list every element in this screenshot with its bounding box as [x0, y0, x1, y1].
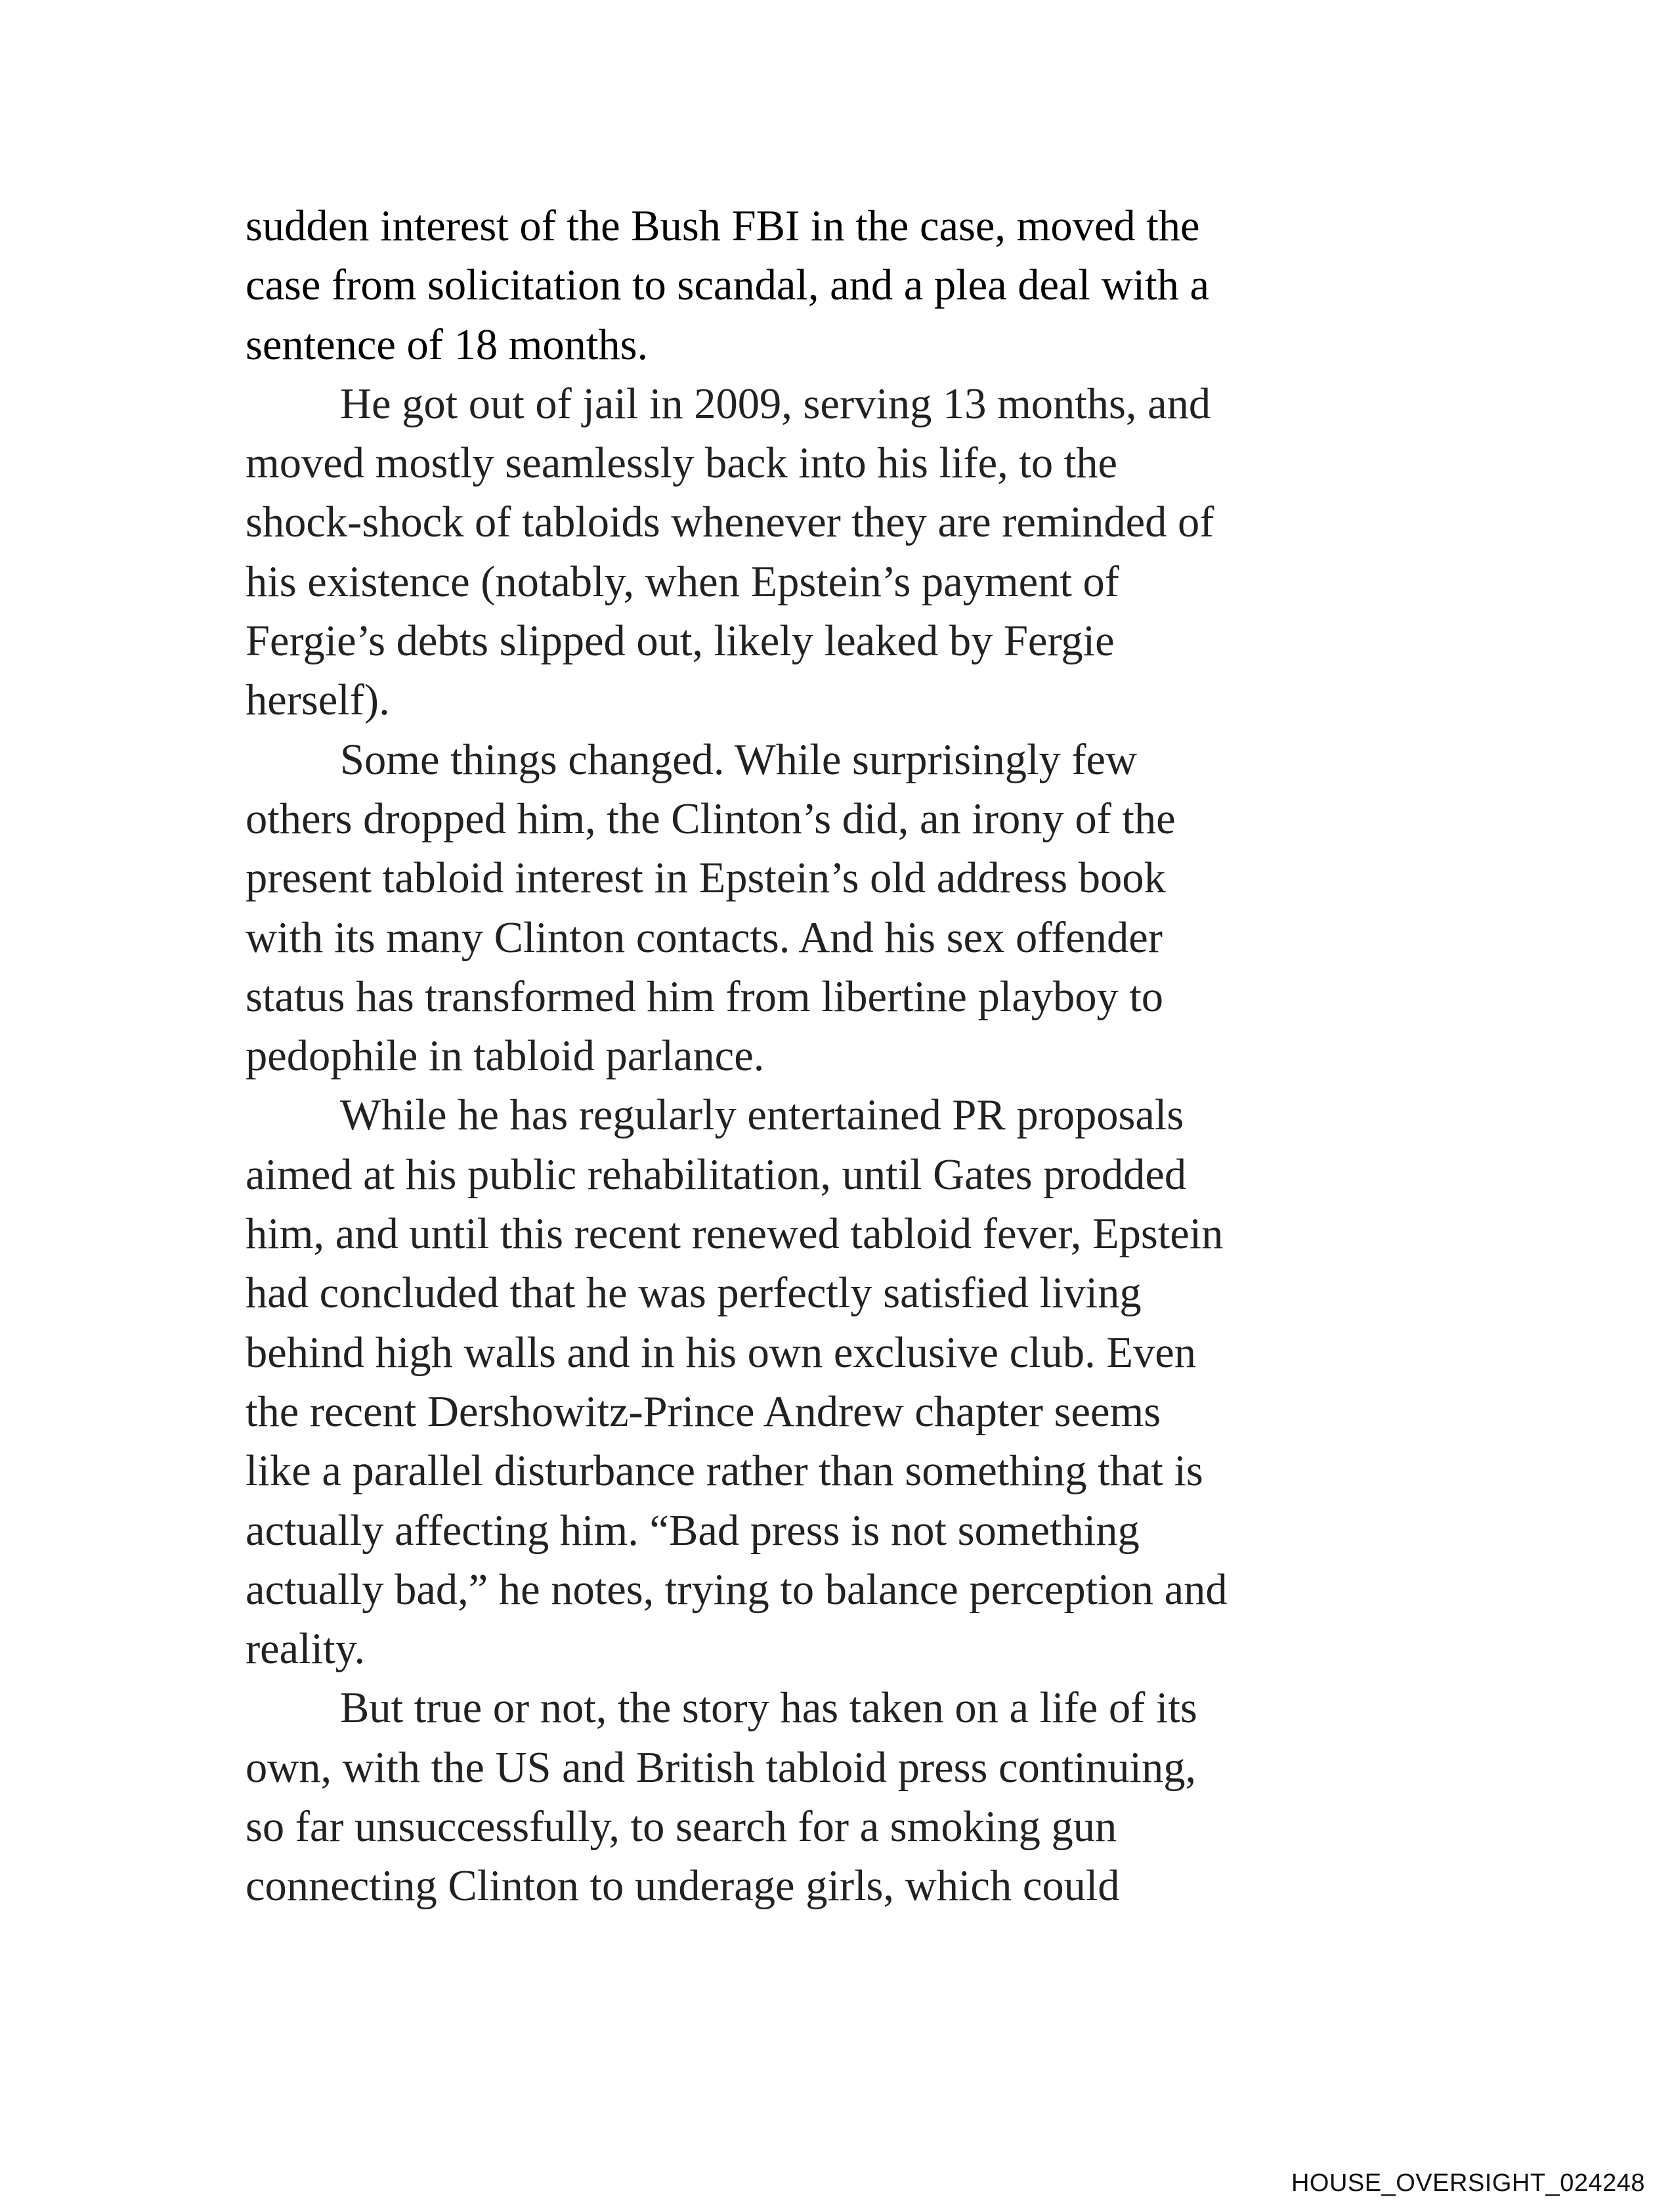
text-line: case from solicitation to scandal, and a plea deal with a [246, 261, 1210, 310]
text-line: shock-shock of tabloids whenever they are reminded of [246, 498, 1214, 547]
text-line: He got out of jail in 2009, serving 13 months, and [340, 380, 1211, 428]
text-line: herself). [246, 676, 390, 725]
text-line: present tabloid interest in Epstein’s old address book [246, 854, 1166, 903]
text-line: him, and until this recent renewed tabloid fever, Epstein [246, 1210, 1224, 1259]
text-line: had concluded that he was perfectly satisfied living [246, 1269, 1142, 1318]
text-line: own, with the US and British tabloid press continuing, [246, 1743, 1197, 1792]
text-line: Fergie’s debts slipped out, likely leaked by Fergie [246, 617, 1115, 666]
text-line: sentence of 18 months. [246, 320, 649, 369]
text-line: moved mostly seamlessly back into his life, to the [246, 439, 1117, 488]
text-line: others dropped him, the Clinton’s did, an irony of the [246, 794, 1176, 843]
text-line: actually affecting him. “Bad press is not something [246, 1506, 1140, 1555]
text-line: While he has regularly entertained PR proposals [340, 1091, 1184, 1140]
text-line: actually bad,” he notes, trying to balance perception and [246, 1565, 1228, 1614]
text-line: connecting Clinton to underage girls, which could [246, 1862, 1120, 1911]
text-line: like a parallel disturbance rather than something that is [246, 1447, 1203, 1496]
text-line: his existence (notably, when Epstein’s payment of [246, 557, 1119, 606]
text-line: reality. [246, 1625, 366, 1674]
bates-stamp: HOUSE_OVERSIGHT_024248 [1291, 2169, 1645, 2197]
text-line: the recent Dershowitz-Prince Andrew chapter seems [246, 1387, 1161, 1436]
text-line: Some things changed. While surprisingly few [340, 735, 1138, 784]
text-line: pedophile in tabloid parlance. [246, 1032, 765, 1081]
body-text [246, 197, 1440, 1917]
text-line: status has transformed him from libertine playboy to [246, 972, 1164, 1021]
text-line: But true or not, the story has taken on a life of its [340, 1684, 1197, 1733]
text-line: aimed at his public rehabilitation, until Gates prodded [246, 1150, 1187, 1199]
text-line: behind high walls and in his own exclusive club. Even [246, 1328, 1196, 1377]
text-line: so far unsuccessfully, to search for a smoking gun [246, 1803, 1117, 1852]
text-line: with its many Clinton contacts. And his sex offender [246, 913, 1163, 962]
text-line: sudden interest of the Bush FBI in the case, moved the [246, 202, 1200, 250]
